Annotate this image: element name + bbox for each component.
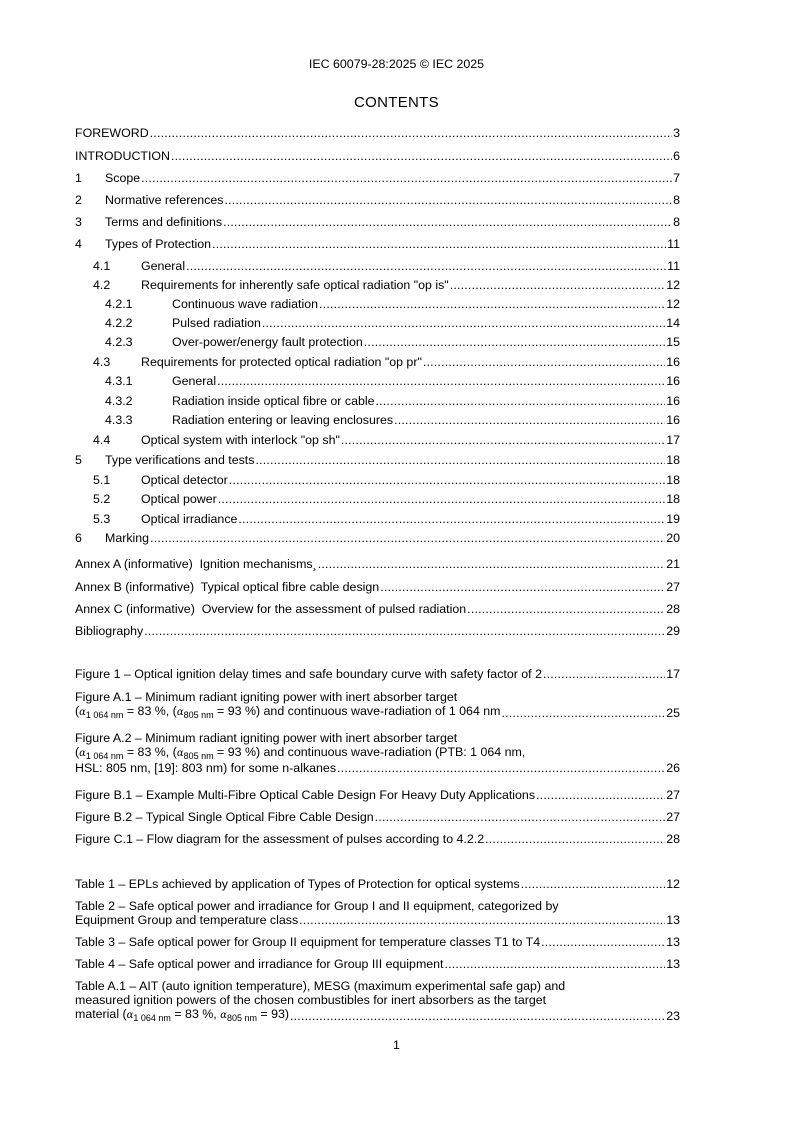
toc-leader-dots <box>375 810 666 825</box>
toc-entry-page: 12 <box>666 278 680 292</box>
toc-entry-page: 21 <box>666 557 680 571</box>
toc-leader-dots <box>541 935 665 950</box>
toc-leader-dots <box>536 788 665 803</box>
toc-leader-dots <box>212 237 666 252</box>
toc-table-page: 23 <box>666 1009 680 1023</box>
toc-leader-dots <box>150 126 672 141</box>
alpha-symbol: α <box>176 748 184 759</box>
toc-entry-title: Annex A (informative) Ignition mechanisms¸ <box>75 557 317 571</box>
toc-entry-5-2[interactable] <box>0 492 680 507</box>
subscript: 805 nm <box>183 710 214 720</box>
toc-entry-number: 4.3.1 <box>105 374 133 388</box>
formula-text: ($\alpha_{1 064 nm} = 83$ %, ($\alpha_{805 nm} = 93$ %) and continuous wave-radiation of 1 064 nm <box>75 704 501 720</box>
toc-table-title: Table 1 – EPLs achieved by application of Types of Protection for optical systems <box>75 877 520 891</box>
toc-entry-page: 19 <box>666 512 680 526</box>
toc-leader-dots <box>290 1009 665 1023</box>
alpha-symbol: α <box>126 1010 134 1021</box>
toc-figure-title-line3 <box>75 761 680 775</box>
toc-figure-b1[interactable] <box>0 788 680 803</box>
toc-leader-dots <box>543 667 665 682</box>
toc-entry-scope[interactable] <box>0 171 680 186</box>
formula-prefix: material ( <box>75 1007 127 1021</box>
toc-figure-c1[interactable] <box>0 832 680 847</box>
toc-leader-dots <box>341 433 665 448</box>
toc-entry-4-2-3[interactable] <box>0 335 680 350</box>
toc-entry-page: 27 <box>666 580 680 594</box>
toc-entry-page: 20 <box>666 531 680 545</box>
toc-figure-title: Figure A.2 – Minimum radiant igniting power with inert absorber target <box>75 731 458 745</box>
toc-figure-title: Figure 1 – Optical ignition delay times and safe boundary curve with safety factor of 2 <box>75 667 542 681</box>
toc-entry-title: Annex B (informative) Typical optical fibre cable design <box>75 580 380 594</box>
toc-leader-dots <box>318 557 665 572</box>
toc-figure-title-line2: ($\alpha_{1 064 nm} = 83$ %, ($\alpha_{805 nm} = 93$ %) and continuous wave-radiation (PTB: 1 064 nm, <box>75 745 526 761</box>
page-header: IEC 60079-28:2025 © IEC 2025 <box>308 57 485 71</box>
toc-table-page: 13 <box>666 957 680 971</box>
toc-entry-types-of-protection[interactable] <box>0 237 680 252</box>
toc-figure-page: 26 <box>666 761 680 775</box>
alpha-symbol: α <box>79 707 86 718</box>
formula-value: = 83 %, ( <box>123 704 177 718</box>
alpha-symbol: α <box>79 748 86 759</box>
toc-leader-dots <box>364 335 665 350</box>
toc-entry-page: 29 <box>666 624 680 638</box>
toc-table-title-line3 <box>75 1007 680 1023</box>
toc-figure-a1[interactable] <box>75 690 680 720</box>
toc-leader-dots <box>423 355 665 370</box>
toc-entry-number: 5.1 <box>93 473 111 487</box>
toc-entry-title: Over-power/energy fault protection <box>172 335 363 349</box>
toc-entry-4-1[interactable] <box>0 259 680 274</box>
toc-entry-page: 16 <box>666 355 680 369</box>
toc-entry-page: 18 <box>666 473 680 487</box>
toc-entry-title: Requirements for protected optical radiation "op pr" <box>141 355 422 369</box>
toc-entry-page: 16 <box>666 394 680 408</box>
toc-entry-4-2-2[interactable] <box>0 316 680 331</box>
toc-entry-title: General <box>172 374 217 388</box>
toc-entry-introduction[interactable] <box>0 149 680 164</box>
toc-entry-number: 5.3 <box>93 512 111 526</box>
toc-leader-dots <box>218 492 665 507</box>
toc-entry-4-2[interactable] <box>0 278 680 293</box>
toc-entry-page: 18 <box>666 453 680 467</box>
toc-entry-title: Pulsed radiation <box>172 316 261 330</box>
toc-entry-number: 4.2.2 <box>105 316 133 330</box>
toc-entry-marking[interactable] <box>0 531 680 546</box>
toc-leader-dots <box>502 706 666 720</box>
toc-entry-4-3[interactable] <box>0 355 680 370</box>
alpha-symbol: α <box>176 707 184 718</box>
toc-entry-number: 4.3 <box>93 355 111 369</box>
toc-entry-4-3-2[interactable] <box>0 394 680 409</box>
toc-entry-title: General <box>141 259 186 273</box>
toc-leader-dots <box>255 453 665 468</box>
toc-entry-page: 16 <box>666 413 680 427</box>
toc-entry-title: Scope <box>105 171 141 185</box>
toc-leader-dots <box>299 913 665 927</box>
toc-figure-title-line2 <box>75 704 680 720</box>
subscript: 1 064 nm <box>85 751 124 761</box>
toc-entry-5-1[interactable] <box>0 473 680 488</box>
toc-leader-dots <box>150 531 665 546</box>
toc-table-a1[interactable] <box>75 979 680 1023</box>
subscript: 805 nm <box>183 751 214 761</box>
toc-entry-5-3[interactable] <box>0 512 680 527</box>
toc-entry-annex-b[interactable] <box>0 580 680 595</box>
subscript: 1 064 nm <box>85 710 124 720</box>
toc-entry-number: 4.2.3 <box>105 335 133 349</box>
toc-entry-annex-a[interactable] <box>0 557 680 572</box>
toc-entry-number: 5 <box>75 453 82 467</box>
toc-entry-page: 18 <box>666 492 680 506</box>
toc-entry-annex-c[interactable] <box>0 602 680 617</box>
toc-leader-dots <box>186 259 666 274</box>
toc-leader-dots <box>141 171 672 186</box>
toc-figure-page: 17 <box>666 667 680 681</box>
toc-leader-dots <box>223 215 672 230</box>
toc-entry-page: 12 <box>666 297 680 311</box>
toc-entry-title: Radiation entering or leaving enclosures <box>172 413 394 427</box>
formula-text <box>75 1007 289 1023</box>
toc-table-title: Table 3 – Safe optical power for Group II equipment for temperature classes T1 to T4 <box>75 935 541 949</box>
toc-figure-page: 28 <box>666 832 680 846</box>
formula-value: = 93) <box>256 1007 290 1021</box>
toc-leader-dots <box>380 580 665 595</box>
toc-entry-page: 14 <box>666 316 680 330</box>
toc-entry-number: 4.3.3 <box>105 413 133 427</box>
toc-table-4[interactable] <box>0 957 680 972</box>
toc-entry-4-2-1[interactable] <box>0 297 680 312</box>
toc-entry-bibliography[interactable] <box>0 624 680 639</box>
toc-table-title: Table 4 – Safe optical power and irradiance for Group III equipment <box>75 957 444 971</box>
toc-leader-dots <box>224 193 672 208</box>
toc-entry-title: Requirements for inherently safe optical radiation "op is" <box>141 278 449 292</box>
toc-entry-page: 6 <box>673 149 680 163</box>
toc-entry-number: 4.1 <box>93 259 111 273</box>
toc-entry-number: 3 <box>75 215 82 229</box>
toc-leader-dots <box>394 413 665 428</box>
toc-entry-4-3-3[interactable] <box>0 413 680 428</box>
toc-figure-title-text: HSL: 805 nm, [19]: 803 nm) for some n-alkanes <box>75 761 337 775</box>
toc-figure-title: Figure A.1 – Minimum radiant igniting power with inert absorber target <box>75 690 458 704</box>
toc-table-3[interactable] <box>0 935 680 950</box>
toc-entry-page: 15 <box>666 335 680 349</box>
toc-figure-page: 27 <box>666 788 680 802</box>
toc-entry-title: Bibliography <box>75 624 144 638</box>
toc-entry-title: Terms and definitions <box>105 215 223 229</box>
toc-figure-title: Figure C.1 – Flow diagram for the assessment of pulses according to 4.2.2 <box>75 832 485 846</box>
toc-entry-page: 16 <box>666 374 680 388</box>
toc-figure-page: 27 <box>666 810 680 824</box>
toc-entry-title: Normative references <box>105 193 224 207</box>
toc-entry-number: 4.3.2 <box>105 394 133 408</box>
alpha-symbol: α <box>220 1010 227 1021</box>
toc-entry-title: Marking <box>105 531 150 545</box>
toc-leader-dots <box>376 394 666 409</box>
toc-table-1[interactable] <box>0 877 680 892</box>
toc-figure-b2[interactable] <box>0 810 680 825</box>
formula-value: = 83 %, ( <box>123 745 177 759</box>
subscript: 1 064 nm <box>133 1013 171 1023</box>
toc-entry-number: 5.2 <box>93 492 111 506</box>
toc-leader-dots <box>262 316 665 331</box>
toc-entry-4-4[interactable] <box>0 433 680 448</box>
formula-value: = 83 %, <box>170 1007 221 1021</box>
toc-entry-title: FOREWORD <box>75 126 149 140</box>
page-number: 1 <box>393 1038 400 1052</box>
toc-entry-terms[interactable] <box>0 215 680 230</box>
toc-leader-dots <box>238 512 665 527</box>
toc-entry-title: Optical detector <box>141 473 228 487</box>
toc-entry-type-verifications[interactable] <box>0 453 680 468</box>
toc-table-title: Table 2 – Safe optical power and irradiance for Group I and II equipment, categorized by <box>75 899 559 913</box>
toc-entry-title: Optical power <box>141 492 217 506</box>
toc-entry-number: 6 <box>75 531 82 545</box>
toc-figure-title: Figure B.1 – Example Multi-Fibre Optical Cable Design For Heavy Duty Applications <box>75 788 536 802</box>
toc-entry-page: 11 <box>667 237 680 251</box>
toc-entry-title: Annex C (informative) Overview for the assessment of pulsed radiation <box>75 602 467 616</box>
toc-entry-foreword[interactable] <box>0 126 680 141</box>
toc-entry-number: 1 <box>75 171 82 185</box>
toc-entry-title: Continuous wave radiation <box>172 297 319 311</box>
toc-entry-title: Types of Protection <box>105 237 212 251</box>
toc-table-title-text: Equipment Group and temperature class <box>75 913 299 927</box>
toc-entry-title: Radiation inside optical fibre or cable <box>172 394 375 408</box>
toc-leader-dots <box>521 877 666 892</box>
toc-entry-number: 4.4 <box>93 433 111 447</box>
contents-title: CONTENTS <box>354 94 439 111</box>
toc-figure-1[interactable] <box>0 667 680 682</box>
toc-leader-dots <box>319 297 665 312</box>
toc-leader-dots <box>171 149 672 164</box>
toc-entry-4-3-1[interactable] <box>0 374 680 389</box>
toc-entry-number: 4.2 <box>93 278 111 292</box>
toc-entry-number: 4 <box>75 237 82 251</box>
toc-entry-page: 17 <box>666 433 680 447</box>
toc-entry-page: 8 <box>673 193 680 207</box>
formula-value: = 93 %) and continuous wave-radiation (PTB: 1 064 nm, <box>213 745 526 759</box>
toc-entry-normative-references[interactable] <box>0 193 680 208</box>
toc-entry-title: INTRODUCTION <box>75 149 170 163</box>
toc-table-2[interactable] <box>75 899 680 927</box>
toc-entry-page: 11 <box>667 259 680 273</box>
toc-table-title: Table A.1 – AIT (auto ignition temperature), MESG (maximum experimental safe gap) and <box>75 979 566 993</box>
formula-value: = 93 %) and continuous wave-radiation of 1 064 nm <box>213 704 501 718</box>
toc-figure-page: 25 <box>666 706 680 720</box>
toc-entry-page: 7 <box>673 171 680 185</box>
toc-leader-dots <box>485 832 665 847</box>
toc-entry-page: 3 <box>673 126 680 140</box>
toc-figure-title: Figure B.2 – Typical Single Optical Fibre Cable Design <box>75 810 374 824</box>
toc-table-title-line2: measured ignition powers of the chosen combustibles for inert absorbers as the target <box>75 993 547 1007</box>
toc-leader-dots <box>450 278 665 293</box>
subscript: 805 nm <box>226 1013 257 1023</box>
toc-leader-dots <box>217 374 665 389</box>
toc-entry-title: Type verifications and tests <box>105 453 255 467</box>
toc-table-title-line2 <box>75 913 680 927</box>
toc-entry-page: 28 <box>666 602 680 616</box>
toc-entry-page: 8 <box>673 215 680 229</box>
toc-table-page: 12 <box>666 877 680 891</box>
toc-table-page: 13 <box>666 913 680 927</box>
toc-leader-dots <box>144 624 665 639</box>
toc-entry-title: Optical system with interlock "op sh" <box>141 433 340 447</box>
toc-entry-number: 4.2.1 <box>105 297 133 311</box>
toc-figure-a2[interactable] <box>75 731 680 775</box>
toc-entry-title: Optical irradiance <box>141 512 238 526</box>
toc-table-page: 13 <box>666 935 680 949</box>
toc-leader-dots <box>337 761 665 775</box>
toc-leader-dots <box>467 602 665 617</box>
toc-leader-dots <box>445 957 666 972</box>
toc-entry-number: 2 <box>75 193 82 207</box>
toc-leader-dots <box>229 473 665 488</box>
